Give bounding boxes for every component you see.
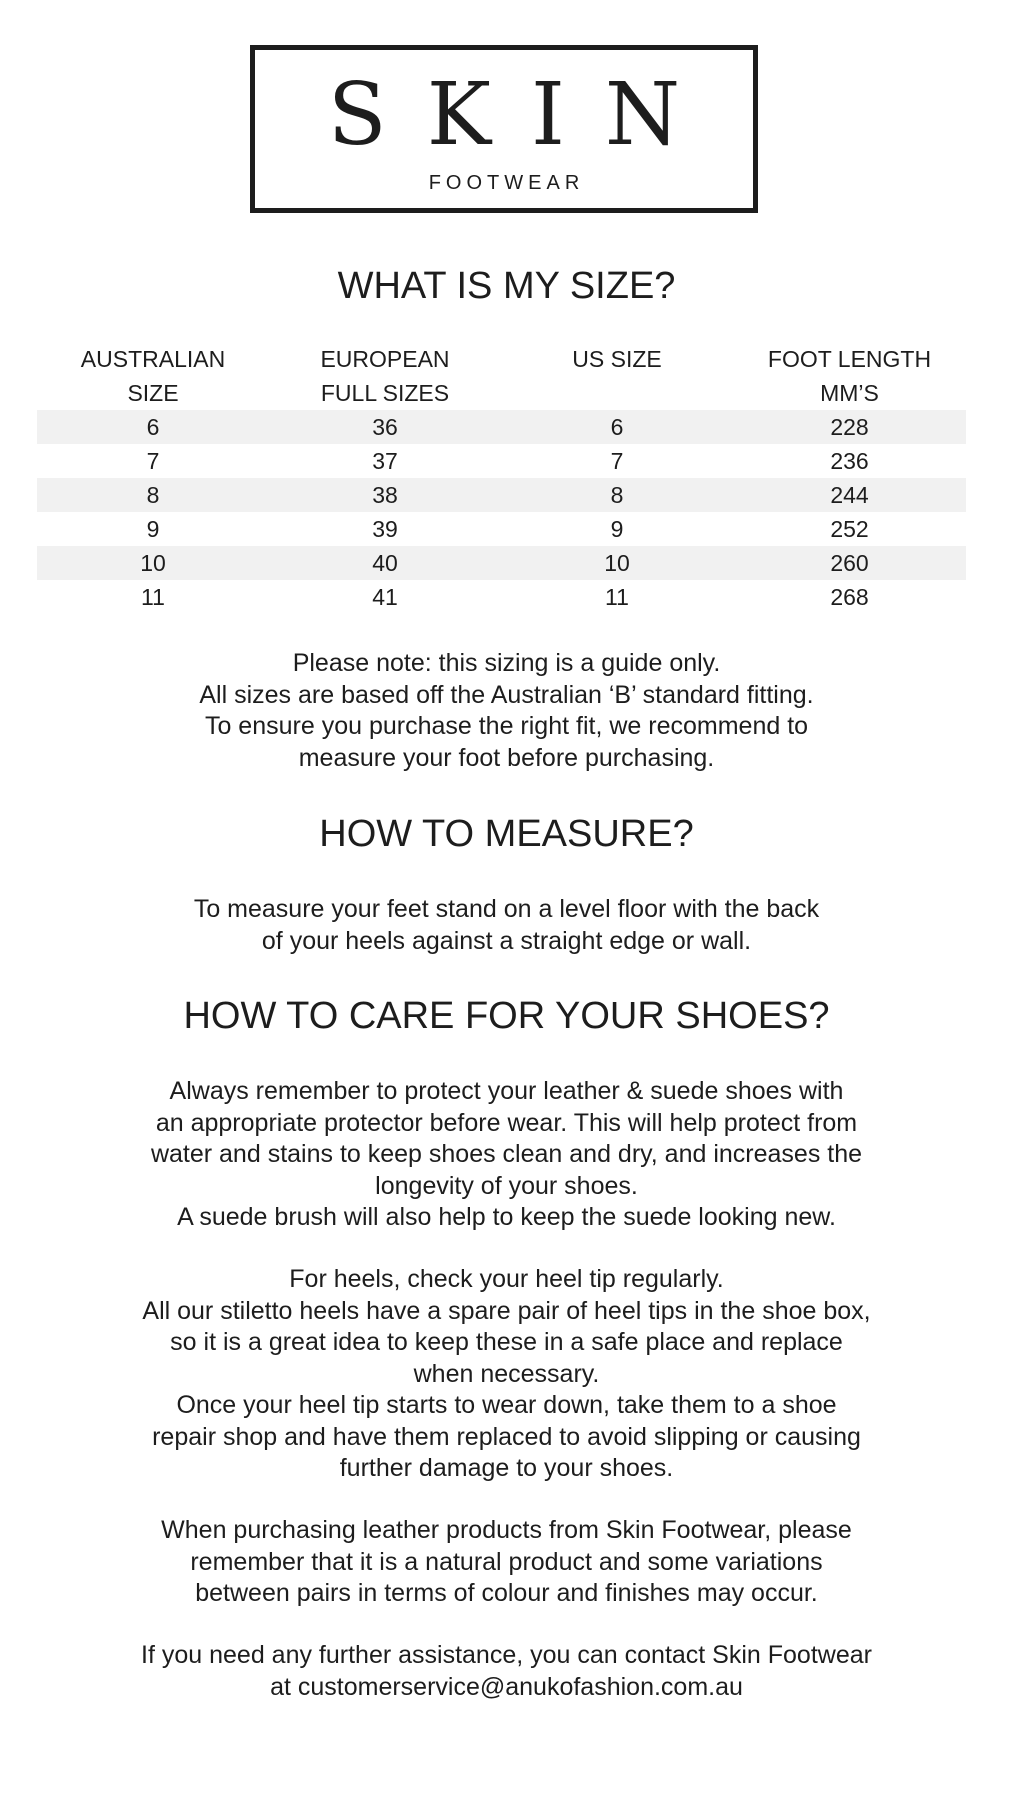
cell-foot-length: 252 xyxy=(830,516,869,542)
measure-instructions xyxy=(0,894,1013,957)
care-line: between pairs in terms of colour and finishes may occur. xyxy=(195,1579,818,1607)
cell-australian: 8 xyxy=(37,478,269,512)
table-row xyxy=(37,580,966,614)
cell-european: 39 xyxy=(372,516,398,542)
care-line: For heels, check your heel tip regularly. xyxy=(289,1265,724,1293)
measure-line: of your heels against a straight edge or wall. xyxy=(261,926,752,955)
cell-us: 8 xyxy=(501,478,733,512)
header-european-size xyxy=(269,342,501,410)
contact-line: If you need any further assistance, you can contact Skin Footwear xyxy=(141,1641,872,1669)
contact-paragraph xyxy=(0,1640,1013,1703)
note-line: measure your foot before purchasing. xyxy=(298,743,715,772)
care-line: remember that it is a natural product and some variations xyxy=(190,1547,823,1576)
care-line: further damage to your shoes. xyxy=(339,1454,674,1482)
header-foot-length xyxy=(733,342,966,410)
cell-european: 36 xyxy=(269,410,501,444)
care-line: water and stains to keep shoes clean and dry, and increases the xyxy=(150,1140,863,1168)
header-australian-size xyxy=(37,342,269,410)
sizing-note xyxy=(0,648,1013,774)
cell-us: 10 xyxy=(501,546,733,580)
header-line: MM’S xyxy=(820,380,879,406)
cell-foot-length: 236 xyxy=(830,448,869,474)
size-heading: WHAT IS MY SIZE? xyxy=(337,265,676,307)
cell-us: 9 xyxy=(610,516,624,542)
header-line: SIZE xyxy=(127,380,179,406)
care-paragraph-leather xyxy=(0,1515,1013,1610)
cell-european: 41 xyxy=(372,584,398,610)
care-line: repair shop and have them replaced to avoid slipping or causing xyxy=(152,1422,861,1451)
cell-european: 38 xyxy=(269,478,501,512)
measure-heading: HOW TO MEASURE? xyxy=(319,813,694,855)
header-line: EUROPEAN xyxy=(320,346,450,372)
header-line: US SIZE xyxy=(572,346,662,372)
logo-subtitle: FOOTWEAR xyxy=(428,172,585,194)
brand-logo xyxy=(250,45,758,213)
care-paragraph-heels xyxy=(0,1264,1013,1485)
cell-foot-length: 260 xyxy=(733,546,966,580)
header-line: AUSTRALIAN xyxy=(80,346,226,372)
table-row xyxy=(37,546,966,580)
care-line: All our stiletto heels have a spare pair of heel tips in the shoe box, xyxy=(142,1296,871,1325)
note-line: To ensure you purchase the right fit, we recommend to xyxy=(204,712,809,740)
header-line: FULL SIZES xyxy=(320,380,450,406)
measure-line: To measure your feet stand on a level floor with the back xyxy=(193,895,820,923)
cell-us: 7 xyxy=(610,448,624,474)
care-line: Once your heel tip starts to wear down, take them to a shoe xyxy=(176,1391,837,1419)
cell-australian: 7 xyxy=(146,448,160,474)
table-row xyxy=(37,444,966,478)
care-paragraph-protector xyxy=(0,1076,1013,1234)
cell-australian: 9 xyxy=(146,516,160,542)
header-us-size xyxy=(501,342,733,410)
note-line: Please note: this sizing is a guide only. xyxy=(292,649,721,677)
header-line: FOOT LENGTH xyxy=(767,346,932,372)
size-table xyxy=(37,342,966,614)
cell-australian: 6 xyxy=(37,410,269,444)
table-row xyxy=(37,478,966,512)
table-row xyxy=(37,410,966,444)
care-line: longevity of your shoes. xyxy=(375,1171,638,1200)
cell-foot-length: 268 xyxy=(830,584,869,610)
cell-australian: 10 xyxy=(37,546,269,580)
cell-us: 6 xyxy=(501,410,733,444)
care-line: an appropriate protector before wear. This will help protect from xyxy=(155,1108,858,1137)
cell-foot-length: 244 xyxy=(733,478,966,512)
care-line: so it is a great idea to keep these in a safe place and replace xyxy=(170,1328,843,1356)
cell-foot-length: 228 xyxy=(733,410,966,444)
table-header-row xyxy=(37,342,966,410)
care-line: Always remember to protect your leather & suede shoes with xyxy=(169,1077,844,1105)
contact-email-line: at customerservice@anukofashion.com.au xyxy=(270,1672,743,1701)
care-line: A suede brush will also help to keep the suede looking new. xyxy=(177,1203,836,1231)
cell-us: 11 xyxy=(605,584,629,610)
care-line: when necessary. xyxy=(413,1359,600,1388)
note-line: All sizes are based off the Australian ‘B’ standard fitting. xyxy=(199,680,814,709)
care-line: When purchasing leather products from Skin Footwear, please xyxy=(161,1516,852,1544)
table-row xyxy=(37,512,966,546)
cell-australian: 11 xyxy=(141,584,165,610)
cell-european: 37 xyxy=(372,448,398,474)
care-heading: HOW TO CARE FOR YOUR SHOES? xyxy=(183,995,830,1037)
cell-european: 40 xyxy=(269,546,501,580)
logo-wordmark: SKIN xyxy=(327,65,721,165)
